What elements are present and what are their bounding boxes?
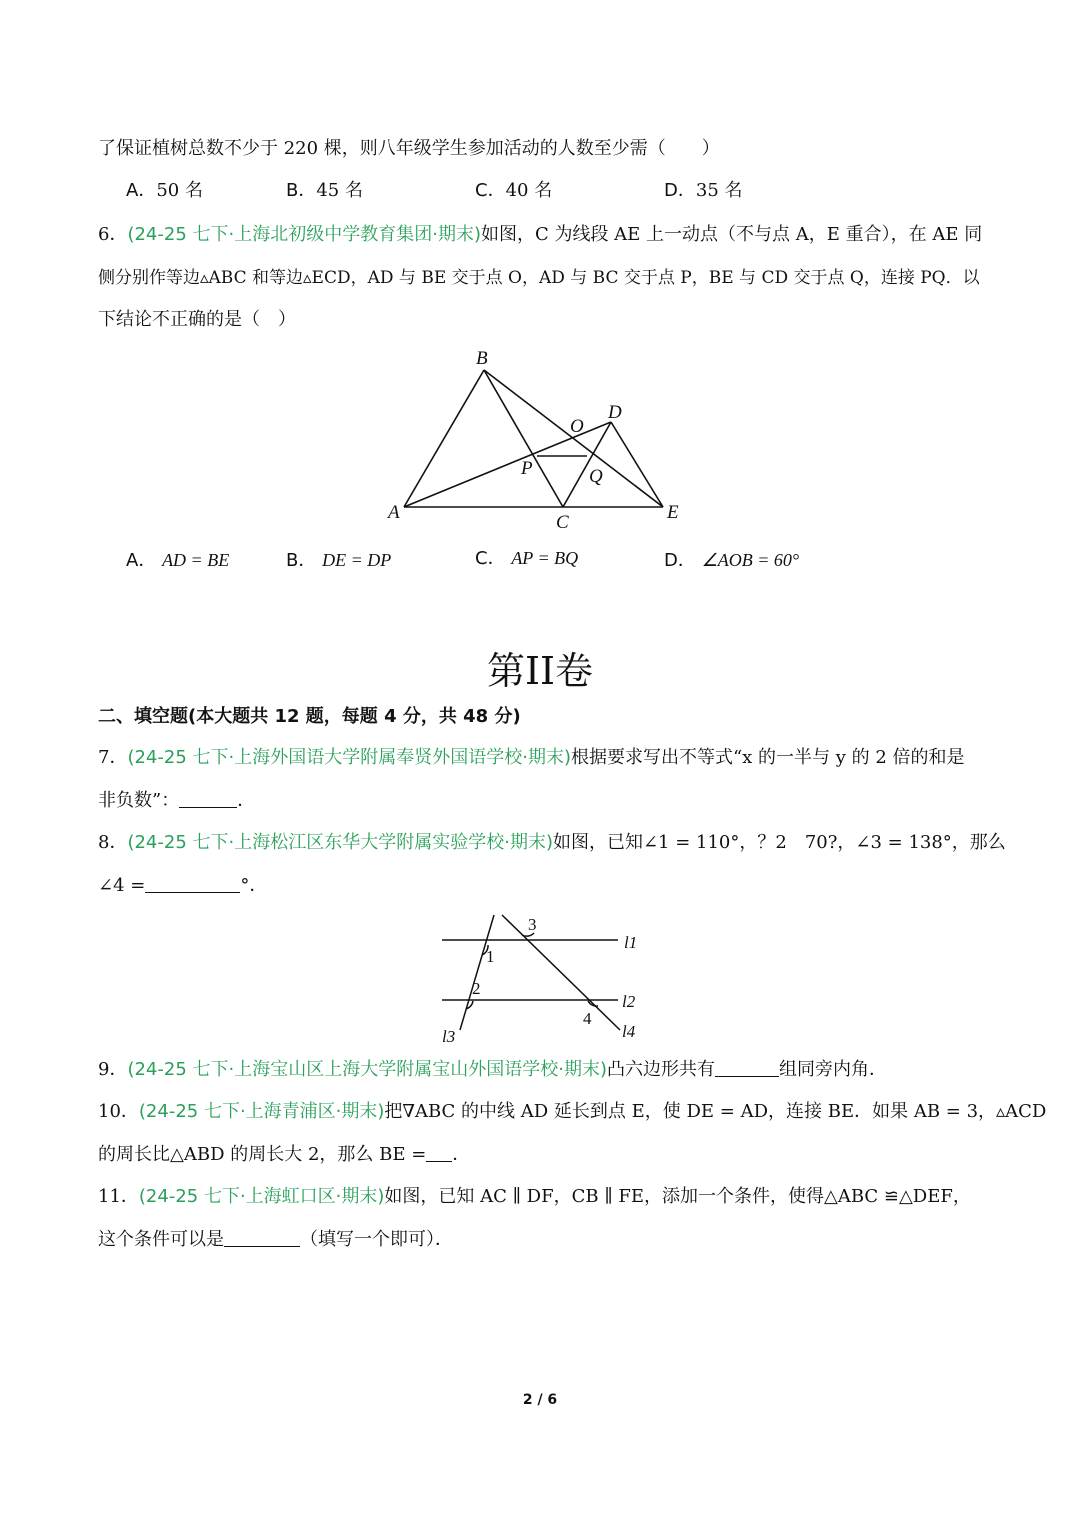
q5-stem-tail: 了保证植树总数不少于 220 棵，则八年级学生参加活动的人数至少需（ ） (98, 138, 720, 159)
figure-label-a: A (388, 502, 400, 523)
option-label: A． (126, 550, 157, 571)
q8-stem-line1 (98, 830, 1006, 856)
option-label: C． (475, 180, 506, 201)
option-text: 45 名 (316, 180, 363, 201)
question-source: (24-25 七下·上海青浦区·期末) (138, 1101, 385, 1122)
part-title: 第II卷 (486, 649, 594, 693)
question-text: 如图，已知∠1 = 110°，？2 70?，∠3 = 138°，那么 (552, 832, 1006, 853)
question-source: (24-25 七下·上海虹口区·期末) (138, 1186, 385, 1207)
answer-blank[interactable] (179, 789, 237, 808)
question-text: ． (237, 790, 256, 811)
question-text: ． (452, 1144, 471, 1165)
q11-stem-line2 (98, 1227, 453, 1253)
q5-option-d (664, 178, 743, 204)
question-text: 把∇ABC 的中线 AD 延长到点 E，使 DE = AD，连接 BE．如果 AB = 3，▵ACD (384, 1101, 1047, 1122)
q8-parallel-lines-figure (430, 905, 650, 1045)
question-number: 11． (98, 1186, 139, 1207)
option-text: 40 名 (505, 180, 553, 201)
q8-stem-line2 (98, 873, 267, 899)
figure-label-e: E (667, 502, 679, 523)
option-label: C． (475, 548, 506, 569)
question-text: 非负数”： (98, 790, 180, 811)
question-source: (24-25 七下·上海松江区东华大学附属实验学校·期末) (127, 832, 553, 853)
figure-angle-label-3: 3 (528, 915, 537, 934)
question-text: °． (240, 875, 268, 896)
page-number: 2 / 6 (522, 1392, 558, 1408)
q6-option-b (286, 547, 391, 574)
question-number: 6． (98, 224, 128, 245)
answer-blank[interactable] (145, 874, 240, 893)
question-text: 这个条件可以是 (98, 1229, 224, 1250)
question-text: 根据要求写出不等式“x 的一半与 y 的 2 倍的和是 (570, 747, 965, 768)
question-text: 凸六边形共有 (606, 1059, 715, 1080)
figure-line-label-l4: l4 (622, 1022, 636, 1041)
answer-blank[interactable] (715, 1058, 779, 1077)
option-text: 35 名 (695, 180, 743, 201)
option-text: AD = BE (162, 550, 230, 570)
q6-option-d (664, 547, 799, 574)
question-source: (24-25 七下·上海北初级中学教育集团·期末) (127, 224, 481, 245)
question-number: 9． (98, 1059, 128, 1080)
figure-label-c: C (556, 512, 569, 533)
question-text: 组同旁内角． (778, 1059, 887, 1080)
question-number: 7． (98, 747, 128, 768)
figure-angle-label-4: 4 (583, 1009, 592, 1028)
question-text: 如图，已知 AC ∥ DF，CB ∥ FE，添加一个条件，使得△ABC ≌△DEF， (384, 1186, 971, 1207)
question-number: 8． (98, 832, 128, 853)
q6-option-a (126, 547, 229, 574)
q11-stem-line1 (98, 1184, 971, 1210)
figure-line-label-l2: l2 (622, 992, 636, 1011)
figure-label-p: P (521, 458, 533, 479)
q5-option-b (286, 178, 363, 204)
q6-stem-line3: 下结论不正确的是（ ） (98, 309, 296, 330)
q10-stem-line1 (98, 1099, 1046, 1125)
q9-stem (98, 1057, 887, 1083)
question-text: （填写一个即可）． (300, 1229, 453, 1250)
q7-stem-line2 (98, 788, 255, 814)
question-text: ∠4 = (98, 875, 146, 896)
q7-stem-line1 (98, 745, 965, 771)
section-heading: 二、填空题(本大题共 12 题，每题 4 分，共 48 分) (98, 706, 521, 727)
figure-angle-label-1: 1 (486, 947, 495, 966)
figure-label-b: B (476, 348, 488, 369)
figure-line-label-l3: l3 (442, 1027, 456, 1045)
option-label: D． (664, 550, 696, 571)
option-label: D． (664, 180, 696, 201)
figure-label-d: D (608, 402, 622, 423)
q6-option-c (475, 545, 578, 572)
q10-stem-line2 (98, 1142, 470, 1168)
option-text: 50 名 (156, 180, 203, 201)
answer-blank[interactable] (426, 1143, 452, 1162)
question-number: 10． (98, 1101, 139, 1122)
question-source: (24-25 七下·上海宝山区上海大学附属宝山外国语学校·期末) (127, 1059, 607, 1080)
q5-option-c (475, 178, 552, 204)
option-label: A． (126, 180, 157, 201)
figure-label-o: O (570, 416, 584, 437)
answer-blank[interactable] (224, 1228, 300, 1247)
figure-line-label-l1: l1 (624, 933, 638, 952)
q6-stem-line1 (98, 222, 982, 248)
option-text: AP = BQ (511, 548, 579, 568)
figure-angle-label-2: 2 (472, 979, 481, 998)
question-source: (24-25 七下·上海外国语大学附属奉贤外国语学校·期末) (127, 747, 571, 768)
option-text: ∠AOB = 60° (701, 550, 800, 570)
q6-stem-line2: 侧分别作等边▵ABC 和等边▵ECD，AD 与 BE 交于点 O，AD 与 BC 交于点 P，BE 与 CD 交于点 Q，连接 PQ．以 (98, 268, 980, 288)
question-text: 如图，C 为线段 AE 上一动点（不与点 A，E 重合），在 AE 同 (480, 224, 983, 245)
option-text: DE = DP (322, 550, 392, 570)
q5-option-a (126, 178, 203, 204)
question-text: 的周长比△ABD 的周长大 2，那么 BE = (98, 1144, 427, 1165)
option-label: B． (286, 550, 317, 571)
q6-triangle-figure (380, 340, 700, 535)
option-label: B． (286, 180, 317, 201)
figure-label-q: Q (589, 466, 603, 487)
